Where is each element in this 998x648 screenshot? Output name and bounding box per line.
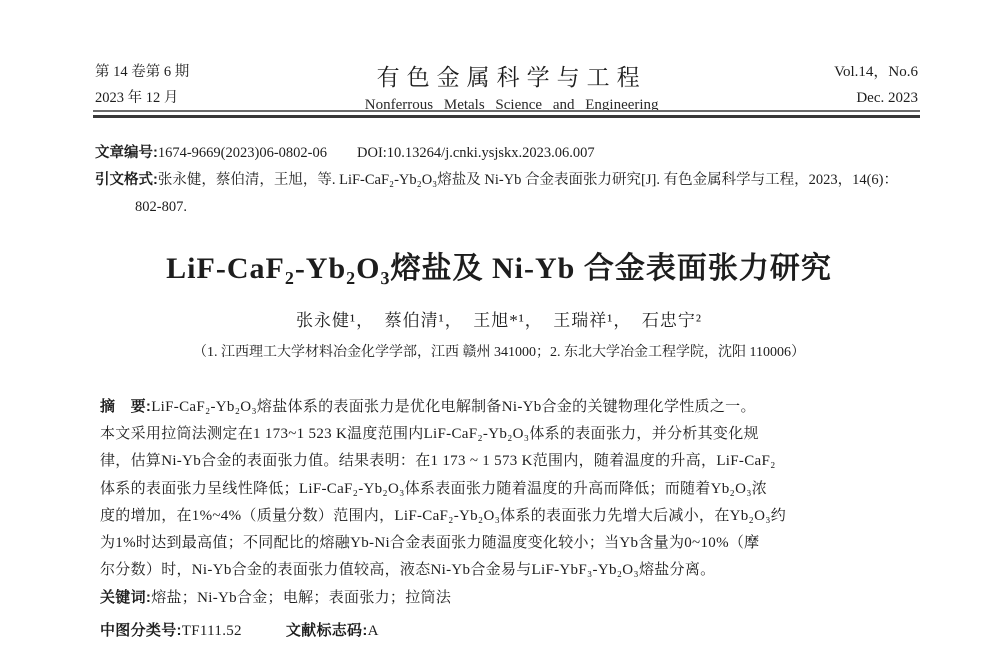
classification-line: [100, 617, 892, 645]
header-divider-rule: [93, 110, 920, 118]
keywords-label: 关键词:: [100, 589, 152, 607]
abstract-line: 为1%时达到最高值；不同配比的熔融Yb-Ni合金表面张力随温度变化较小；当Yb含量为0~10%（摩: [100, 535, 760, 552]
abstract-line: 度的增加，在1%~4%（质量分数）范围内，LiF-CaF₂-Yb₂O₃体系的表面张力先增大后减小，在Yb₂O₃约: [100, 507, 787, 524]
abstract-line: [100, 393, 892, 421]
keywords-line: [100, 584, 892, 612]
citation-text: 张永健，蔡伯清，王旭，等. LiF-CaF₂-Yb₂O₃熔盐及 Ni-Yb 合金表面张力研究[J]. 有色金属科学与工程，2023，14(6)：: [157, 172, 898, 188]
citation-pages: 802-807.: [135, 199, 187, 215]
abstract-section: [100, 393, 892, 645]
doc-code-value: A: [367, 622, 379, 639]
issue-date-en: Dec. 2023: [856, 90, 918, 106]
doi-value: DOI:10.13264/j.cnki.ysjskx.2023.06.007: [357, 145, 595, 161]
issue-info-en: [834, 59, 918, 111]
clc-value: TF111.52: [181, 622, 242, 639]
journal-name-en: Nonferrous Metals Science and Engineering: [364, 97, 659, 113]
issue-volume-en: Vol.14，No.6: [834, 64, 918, 80]
issue-info-cn: [95, 59, 189, 111]
doc-code-label: 文献标志码:: [285, 621, 368, 639]
article-meta: [95, 140, 918, 221]
issue-date-cn: 2023 年 12 月: [95, 90, 179, 106]
abstract-line: 本文采用拉筒法测定在1 173~1 523 K温度范围内LiF-CaF₂-Yb₂O₃体系的表面张力，并分析其变化规: [100, 426, 759, 443]
journal-header: [95, 59, 918, 114]
issue-volume-cn: 第 14 卷第 6 期: [95, 64, 190, 80]
citation-label: 引文格式:: [95, 172, 158, 188]
article-number-value: 1674-9669(2023)06-0802-06: [157, 145, 327, 161]
clc-label: 中图分类号:: [100, 621, 182, 639]
abstract-line: 律，估算Ni-Yb合金的表面张力值。结果表明：在1 173 ~ 1 573 K范围内，随着温度的升高，LiF-CaF₂: [100, 453, 776, 470]
abstract-text: LiF-CaF₂-Yb₂O₃熔盐体系的表面张力是优化电解制备Ni-Yb合金的关键物理化学性质之一。: [151, 399, 756, 415]
abstract-line: 尔分数）时，Ni-Yb合金的表面张力值较高，液态Ni-Yb合金易与LiF-YbF₃-Yb₂O₃熔盐分离。: [100, 562, 716, 579]
journal-name-cn: 有色金属科学与工程: [376, 65, 647, 90]
authors-line: 张永健¹， 蔡伯清¹， 王旭*¹， 王瑞祥¹， 石忠宁²: [296, 311, 702, 330]
citation-line: [95, 167, 918, 194]
affiliations-line: （1. 江西理工大学材料冶金化学学部，江西 赣州 341000；2. 东北大学冶金工程学院，沈阳 110006）: [193, 345, 805, 360]
abstract-label: 摘 要:: [100, 398, 152, 415]
article-number-line: [95, 140, 918, 167]
abstract-line: 体系的表面张力呈线性降低；LiF-CaF₂-Yb₂O₃体系表面张力随着温度的升高而降低；而随着Yb₂O₃浓: [100, 480, 768, 497]
article-number-label: 文章编号:: [95, 145, 158, 161]
article-title: LiF-CaF₂-Yb₂O₃熔盐及 Ni-Yb 合金表面张力研究: [166, 252, 832, 285]
keywords-text: 熔盐；Ni-Yb合金；电解；表面张力；拉筒法: [151, 590, 452, 607]
journal-name-block: [189, 59, 834, 114]
